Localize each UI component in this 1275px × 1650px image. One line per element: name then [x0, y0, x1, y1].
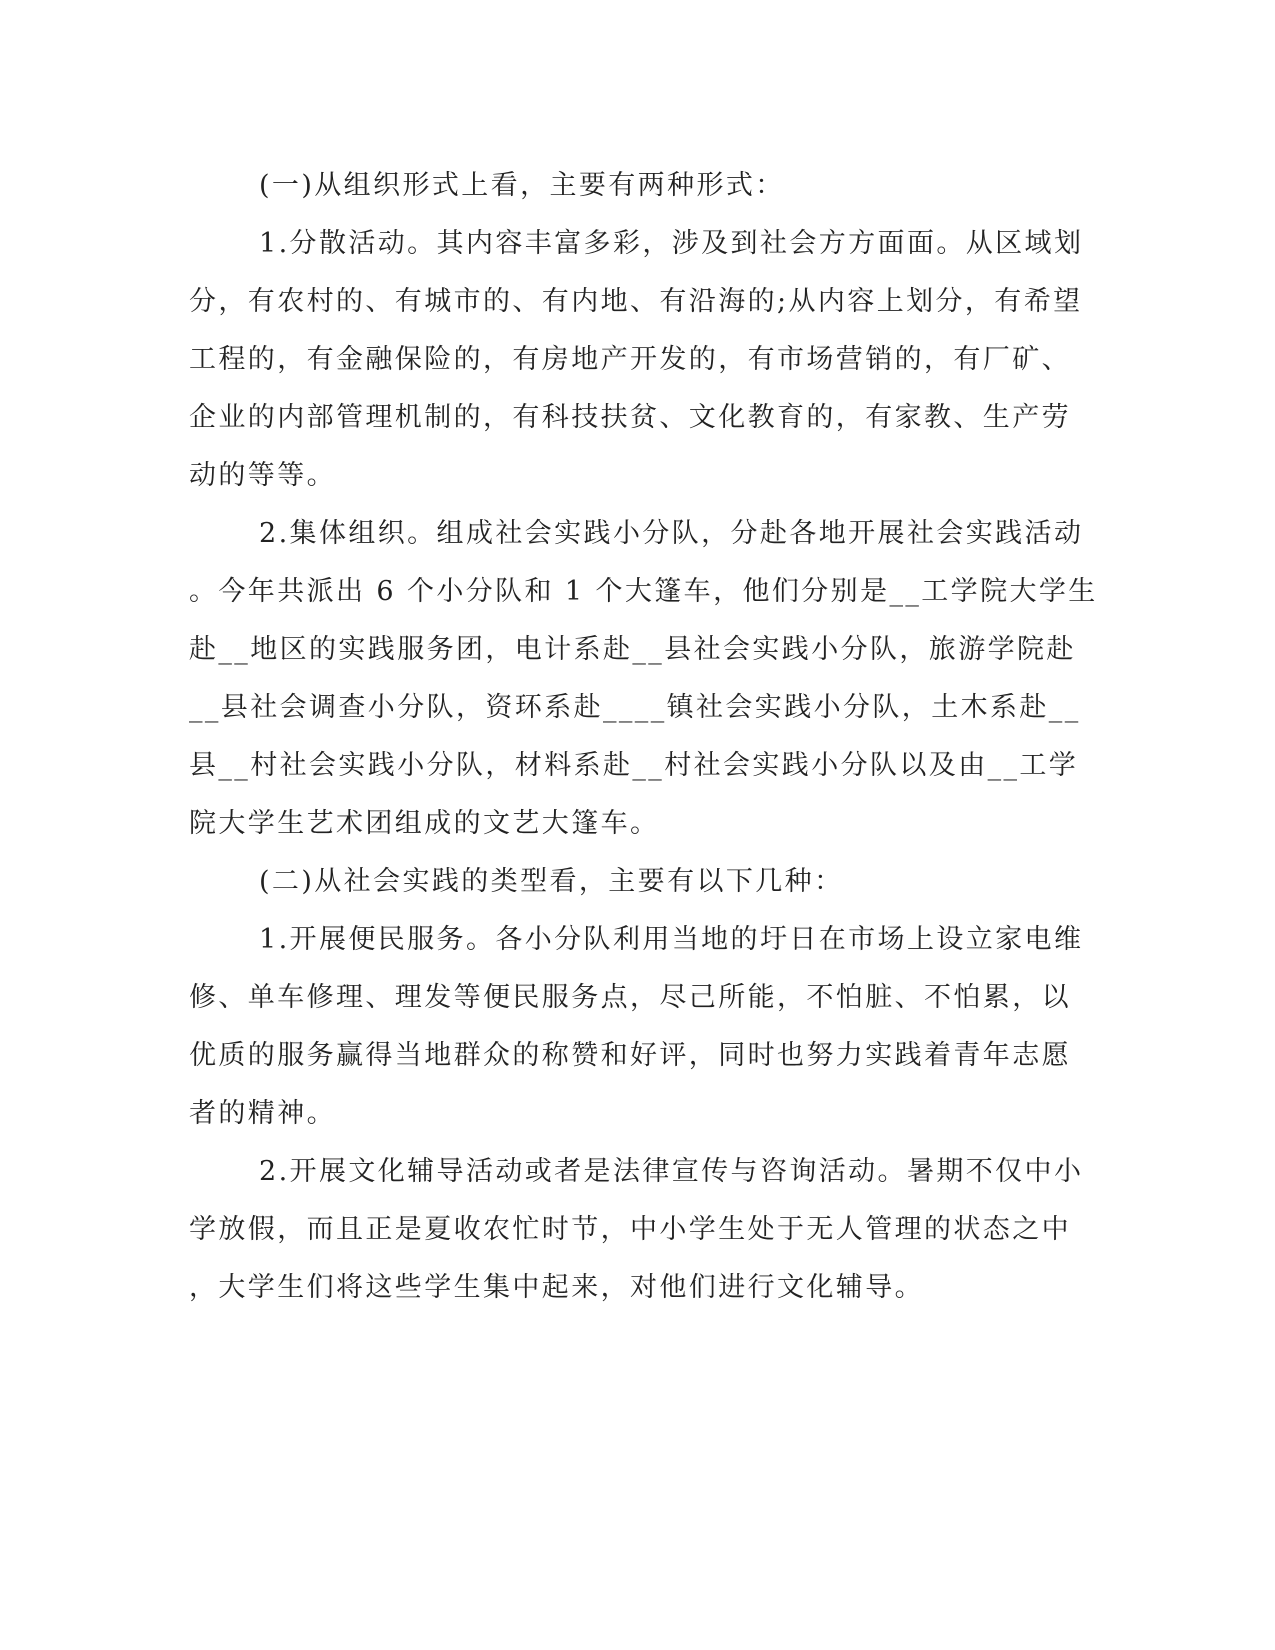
paragraph-line: 修、单车修理、理发等便民服务点，尽己所能，不怕脏、不怕累，以 — [189, 982, 1071, 1013]
paragraph-line: 分，有农村的、有城市的、有内地、有沿海的;从内容上划分，有希望 — [189, 286, 1083, 317]
paragraph-line: 院大学生艺术团组成的文艺大篷车。 — [189, 808, 660, 839]
paragraph-line: 学放假，而且正是夏收农忙时节，中小学生处于无人管理的状态之中 — [189, 1214, 1071, 1245]
paragraph-line: 1.分散活动。其内容丰富多彩，涉及到社会方方面面。从区域划 — [259, 228, 1084, 259]
paragraph-line: ，大学生们将这些学生集中起来，对他们进行文化辅导。 — [189, 1272, 924, 1303]
paragraph-line: 工程的，有金融保险的，有房地产开发的，有市场营销的，有厂矿、 — [189, 344, 1071, 375]
paragraph-line: 2.集体组织。组成社会实践小分队，分赴各地开展社会实践活动 — [259, 518, 1084, 549]
paragraph-line: 1.开展便民服务。各小分队利用当地的圩日在市场上设立家电维 — [259, 924, 1084, 955]
section-heading-1: (一)从组织形式上看，主要有两种形式： — [259, 170, 785, 201]
paragraph-line: 2.开展文化辅导活动或者是法律宣传与咨询活动。暑期不仅中小 — [259, 1156, 1084, 1187]
paragraph-line: 赴__地区的实践服务团，电计系赴__县社会实践小分队，旅游学院赴 — [189, 634, 1076, 665]
paragraph-line: 企业的内部管理机制的，有科技扶贫、文化教育的，有家教、生产劳 — [189, 402, 1071, 433]
paragraph-line: 县__村社会实践小分队，材料系赴__村社会实践小分队以及由__工学 — [189, 750, 1079, 781]
paragraph-line: 。今年共派出 6 个小分队和 1 个大篷车，他们分别是__工学院大学生 — [189, 576, 1098, 607]
paragraph-line: 者的精神。 — [189, 1098, 336, 1129]
section-heading-2: (二)从社会实践的类型看，主要有以下几种： — [259, 866, 844, 897]
paragraph-line: 优质的服务赢得当地群众的称赞和好评，同时也努力实践着青年志愿 — [189, 1040, 1071, 1071]
paragraph-line: __县社会调查小分队，资环系赴____镇社会实践小分队，土木系赴__ — [189, 692, 1081, 723]
paragraph-line: 动的等等。 — [189, 460, 336, 491]
